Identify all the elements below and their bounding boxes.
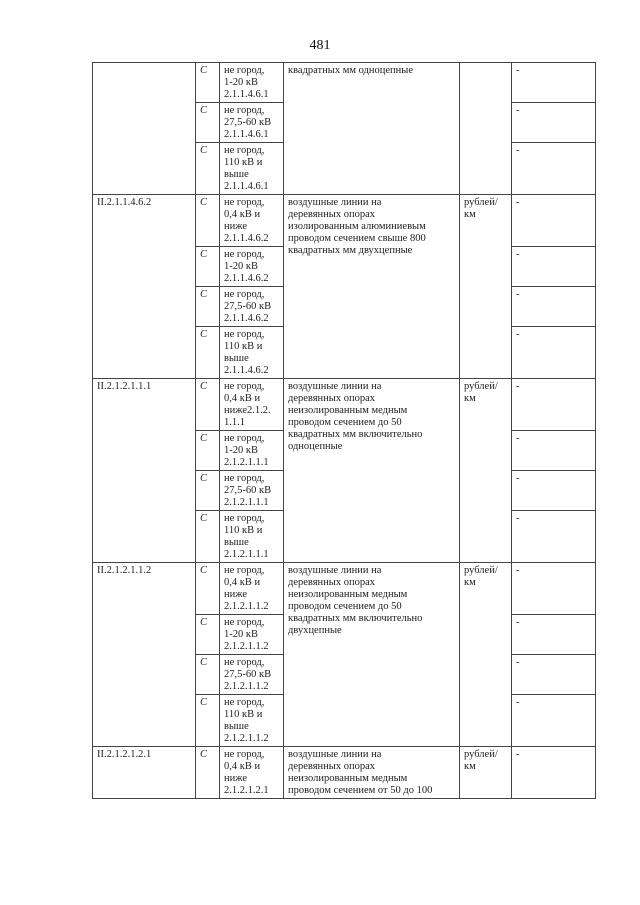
voltage-class: не город, 0,4 кВ и ниже 2.1.2.1.2.1 (220, 747, 284, 799)
category-letter: С (196, 511, 220, 563)
rate-value: - (512, 431, 596, 471)
line-description: воздушные линии на деревянных опорах неизолированным медным проводом сечением до 50 квадратных мм включительно одноцепные (284, 379, 460, 563)
line-description: воздушные линии на деревянных опорах неизолированным медным проводом сечением от 50 до 100 (284, 747, 460, 799)
line-description: воздушные линии на деревянных опорах изолированным алюминиевым проводом сечением свыше 800 квадратных мм двухцепные (284, 195, 460, 379)
rate-value: - (512, 327, 596, 379)
rate-value: - (512, 63, 596, 103)
unit: рублей/ км (460, 747, 512, 799)
category-letter: С (196, 655, 220, 695)
voltage-class: не город, 0,4 кВ и ниже2.1.2. 1.1.1 (220, 379, 284, 431)
rate-value: - (512, 195, 596, 247)
voltage-class: не город, 1-20 кВ 2.1.2.1.1.2 (220, 615, 284, 655)
rate-value: - (512, 103, 596, 143)
voltage-class: не город, 1-20 кВ 2.1.1.4.6.2 (220, 247, 284, 287)
table-row (93, 747, 596, 799)
unit (460, 63, 512, 195)
rate-value: - (512, 287, 596, 327)
row-code (93, 63, 196, 195)
rate-value: - (512, 247, 596, 287)
category-letter: С (196, 327, 220, 379)
table-row (93, 63, 596, 103)
rate-value: - (512, 563, 596, 615)
voltage-class: не город, 27,5-60 кВ 2.1.1.4.6.1 (220, 103, 284, 143)
category-letter: С (196, 747, 220, 799)
row-code: II.2.1.1.4.6.2 (93, 195, 196, 379)
table-row (93, 195, 596, 247)
voltage-class: не город, 110 кВ и выше 2.1.1.4.6.1 (220, 143, 284, 195)
unit: рублей/ км (460, 563, 512, 747)
tariff-table (92, 62, 596, 799)
table-row (93, 379, 596, 431)
category-letter: С (196, 615, 220, 655)
page-number: 481 (309, 38, 331, 53)
rate-value: - (512, 747, 596, 799)
table-row (93, 563, 596, 615)
category-letter: С (196, 195, 220, 247)
voltage-class: не город, 27,5-60 кВ 2.1.1.4.6.2 (220, 287, 284, 327)
voltage-class: не город, 27,5-60 кВ 2.1.2.1.1.1 (220, 471, 284, 511)
line-description: квадратных мм одноцепные (284, 63, 460, 195)
voltage-class: не город, 1-20 кВ 2.1.2.1.1.1 (220, 431, 284, 471)
category-letter: С (196, 379, 220, 431)
voltage-class: не город, 0,4 кВ и ниже 2.1.1.4.6.2 (220, 195, 284, 247)
voltage-class: не город, 110 кВ и выше 2.1.1.4.6.2 (220, 327, 284, 379)
voltage-class: не город, 27,5-60 кВ 2.1.2.1.1.2 (220, 655, 284, 695)
voltage-class: не город, 0,4 кВ и ниже 2.1.2.1.1.2 (220, 563, 284, 615)
rate-value: - (512, 471, 596, 511)
unit: рублей/ км (460, 195, 512, 379)
voltage-class: не город, 110 кВ и выше 2.1.2.1.1.2 (220, 695, 284, 747)
row-code: II.2.1.2.1.2.1 (93, 747, 196, 799)
category-letter: С (196, 695, 220, 747)
rate-value: - (512, 695, 596, 747)
category-letter: С (196, 143, 220, 195)
category-letter: С (196, 63, 220, 103)
rate-value: - (512, 655, 596, 695)
rate-value: - (512, 143, 596, 195)
category-letter: С (196, 103, 220, 143)
line-description: воздушные линии на деревянных опорах неизолированным медным проводом сечением до 50 квадратных мм включительно двухцепные (284, 563, 460, 747)
rate-value: - (512, 511, 596, 563)
row-code: II.2.1.2.1.1.2 (93, 563, 196, 747)
category-letter: С (196, 471, 220, 511)
category-letter: С (196, 287, 220, 327)
category-letter: С (196, 563, 220, 615)
unit: рублей/ км (460, 379, 512, 563)
voltage-class: не город, 110 кВ и выше 2.1.2.1.1.1 (220, 511, 284, 563)
category-letter: С (196, 247, 220, 287)
row-code: II.2.1.2.1.1.1 (93, 379, 196, 563)
category-letter: С (196, 431, 220, 471)
rate-value: - (512, 615, 596, 655)
voltage-class: не город, 1-20 кВ 2.1.1.4.6.1 (220, 63, 284, 103)
rate-value: - (512, 379, 596, 431)
